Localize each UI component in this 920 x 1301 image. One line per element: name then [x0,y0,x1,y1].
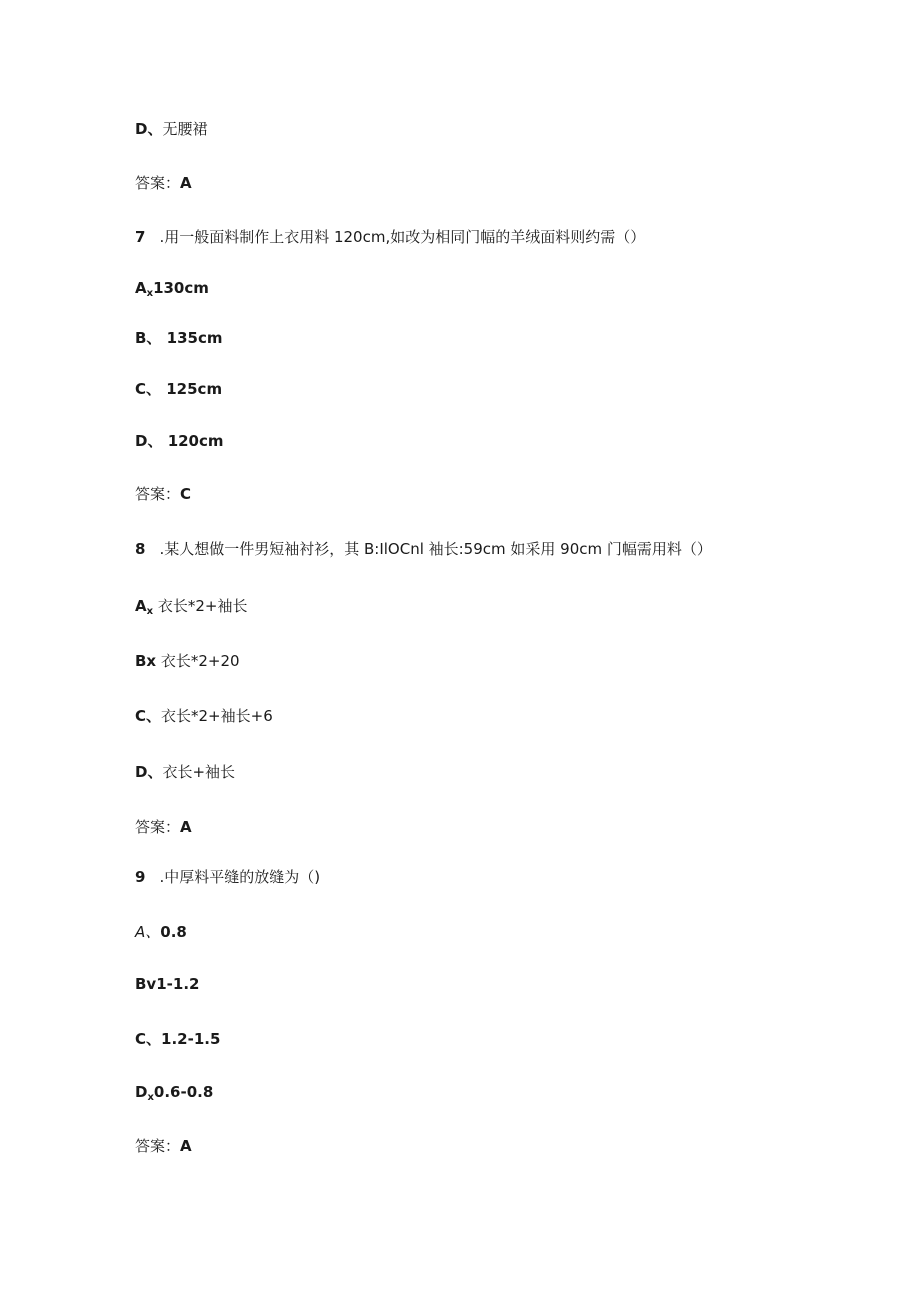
option-text: 1-1.2 [156,975,200,993]
option-label: C、 [135,380,162,398]
question-7 [135,227,645,247]
option-c-q7 [135,379,222,399]
answer-q8 [135,817,192,837]
option-label: Bv [135,975,157,993]
option-text: 135cm [166,329,223,347]
answer-value: C [180,485,192,503]
question-text: .中厚料平缝的放缝为（) [159,868,321,886]
answer-label: 答案： [135,1137,181,1155]
option-text: 1.2-1.5 [161,1030,221,1048]
answer-q7 [135,484,191,504]
option-a-q8 [135,596,247,622]
option-label-subscript: x [147,1092,154,1103]
option-label: B、 [135,329,162,347]
option-label-subscript: x [146,606,154,617]
option-label: A [135,279,147,297]
option-a-q7 [135,278,209,304]
question-text: .用一般面料制作上衣用料 120cm,如改为相同门幅的羊绒面料则约需（） [159,228,646,246]
answer-value: A [180,818,192,836]
option-d-q8 [135,762,235,782]
option-c-q9 [135,1029,220,1049]
option-b-q9 [135,974,199,994]
question-text: .某人想做一件男短袖衬衫，其 B:IlOCnl 袖长:59cm 如采用 90cm 门幅需用料（） [159,540,712,558]
option-text: 无腰裙 [162,120,208,138]
option-label: D、 [135,432,163,450]
option-label: D、 [135,120,163,138]
option-label: A [135,597,147,615]
answer-label: 答案： [135,818,181,836]
option-c-q8 [135,706,273,726]
option-text: 衣长*2+袖长+6 [161,707,273,725]
question-number: 7 [135,228,146,246]
question-9 [135,867,320,887]
answer-value: A [180,174,192,192]
answer-q9 [135,1136,192,1156]
answer-q6 [135,173,192,193]
option-label: C、 [135,707,162,725]
option-label: A、 [135,923,161,941]
option-d-q7 [135,431,224,451]
question-number: 9 [135,868,146,886]
option-text: 125cm [166,380,223,398]
option-d-q6 [135,119,207,139]
option-b-q7 [135,328,223,348]
option-text: 衣长*2+袖长 [157,597,248,615]
option-text: 衣长*2+20 [160,652,240,670]
option-text: 130cm [153,279,209,297]
option-a-q9 [135,922,187,942]
answer-label: 答案： [135,174,181,192]
answer-label: 答案： [135,485,181,503]
option-label: Bx [135,652,157,670]
question-8 [135,539,712,559]
option-text: 0.6-0.8 [153,1083,214,1101]
option-d-q9 [135,1082,213,1108]
option-b-q8 [135,651,240,671]
option-label: D、 [135,763,163,781]
answer-value: A [180,1137,192,1155]
option-label: D [135,1083,148,1101]
option-label: C、 [135,1030,162,1048]
option-text: 0.8 [160,923,187,941]
question-number: 8 [135,540,146,558]
option-text: 衣长+袖长 [162,763,236,781]
option-text: 120cm [167,432,224,450]
option-label-subscript: x [146,288,154,299]
